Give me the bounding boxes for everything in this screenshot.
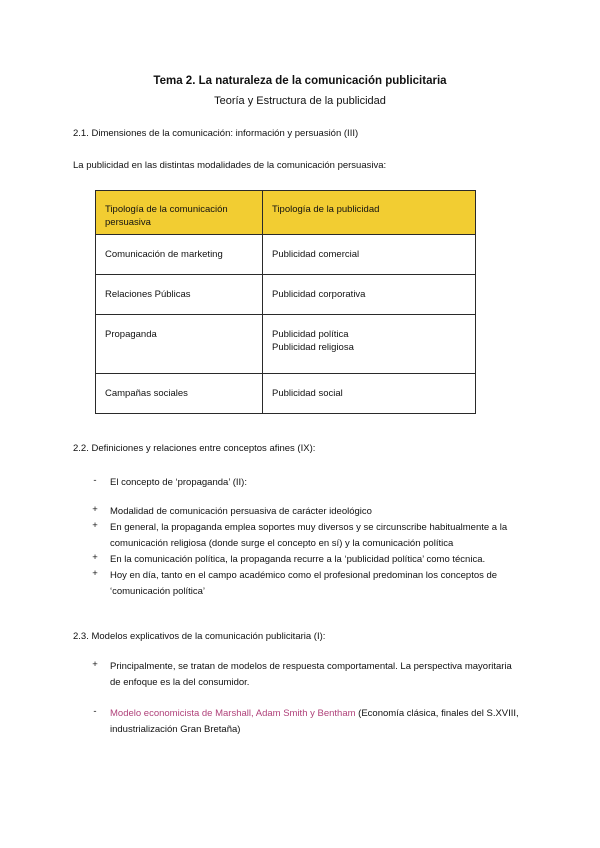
typology-table	[95, 190, 476, 414]
table-cell-line: Publicidad política	[272, 328, 349, 340]
list-item-text	[110, 706, 520, 738]
table-header-cell: Tipología de la publicidad	[263, 191, 476, 235]
table-header-row	[96, 191, 476, 235]
table-cell: Comunicación de marketing	[96, 235, 263, 275]
plus-marker: +	[92, 659, 98, 670]
table-row	[96, 374, 476, 414]
dash-marker: -	[93, 706, 97, 717]
list-item-text: Hoy en día, tanto en el campo académico como el profesional predominan los conceptos de ‘comunicación política’	[110, 570, 498, 597]
table-row	[96, 274, 476, 314]
section-heading-2-3: 2.3. Modelos explicativos de la comunicación publicitaria (I):	[73, 631, 326, 642]
table-row	[96, 235, 476, 275]
document-subtitle: Teoría y Estructura de la publicidad	[214, 95, 386, 107]
table-cell	[263, 274, 476, 314]
document-title: Tema 2. La naturaleza de la comunicación publicitaria	[153, 75, 447, 87]
list-item-text: En general, la propaganda emplea soportes muy diversos y se circunscribe habitualmente a la comunicación religiosa (donde surge el concepto en sí) y la comunicación política	[110, 522, 508, 549]
model-name: Modelo economicista de Marshall, Adam Smith y Bentham	[110, 708, 356, 719]
list-item-text: El concepto de ‘propaganda’ (II):	[110, 477, 247, 488]
table-cell: Relaciones Públicas	[96, 274, 263, 314]
table-header-cell: Tipología de la comunicación persuasiva	[96, 191, 263, 235]
table-cell: Campañas sociales	[96, 374, 263, 414]
table-cell-line: Publicidad religiosa	[272, 341, 354, 353]
section-heading-2-1: 2.1. Dimensiones de la comunicación: información y persuasión (III)	[73, 128, 359, 139]
table-cell: Propaganda	[96, 314, 263, 373]
dash-marker: -	[93, 475, 97, 486]
table-cell-line: Publicidad social	[272, 388, 343, 400]
list-item-text: En la comunicación política, la propaganda recurre a la ‘publicidad política’ como técnica.	[110, 554, 486, 565]
table-cell-line: Publicidad corporativa	[272, 288, 366, 300]
list-item-text: Modalidad de comunicación persuasiva de carácter ideológico	[110, 506, 372, 517]
table-cell	[263, 374, 476, 414]
table-row	[96, 314, 476, 373]
table-cell	[263, 235, 476, 275]
model-description: (Economía clásica, finales del S.XVIII, industrialización Gran Bretaña)	[110, 708, 519, 735]
plus-marker: +	[92, 568, 98, 579]
section-heading-2-2: 2.2. Definiciones y relaciones entre conceptos afines (IX):	[73, 443, 316, 454]
list-item-text: Principalmente, se tratan de modelos de respuesta comportamental. La perspectiva mayoritaria de enfoque es la del consumidor.	[110, 661, 512, 688]
plus-marker: +	[92, 552, 98, 563]
table-cell-line: Publicidad comercial	[272, 249, 360, 260]
plus-marker: +	[92, 520, 98, 531]
section-intro: La publicidad en las distintas modalidades de la comunicación persuasiva:	[73, 160, 387, 171]
plus-marker: +	[92, 504, 98, 515]
table-cell	[263, 314, 476, 373]
